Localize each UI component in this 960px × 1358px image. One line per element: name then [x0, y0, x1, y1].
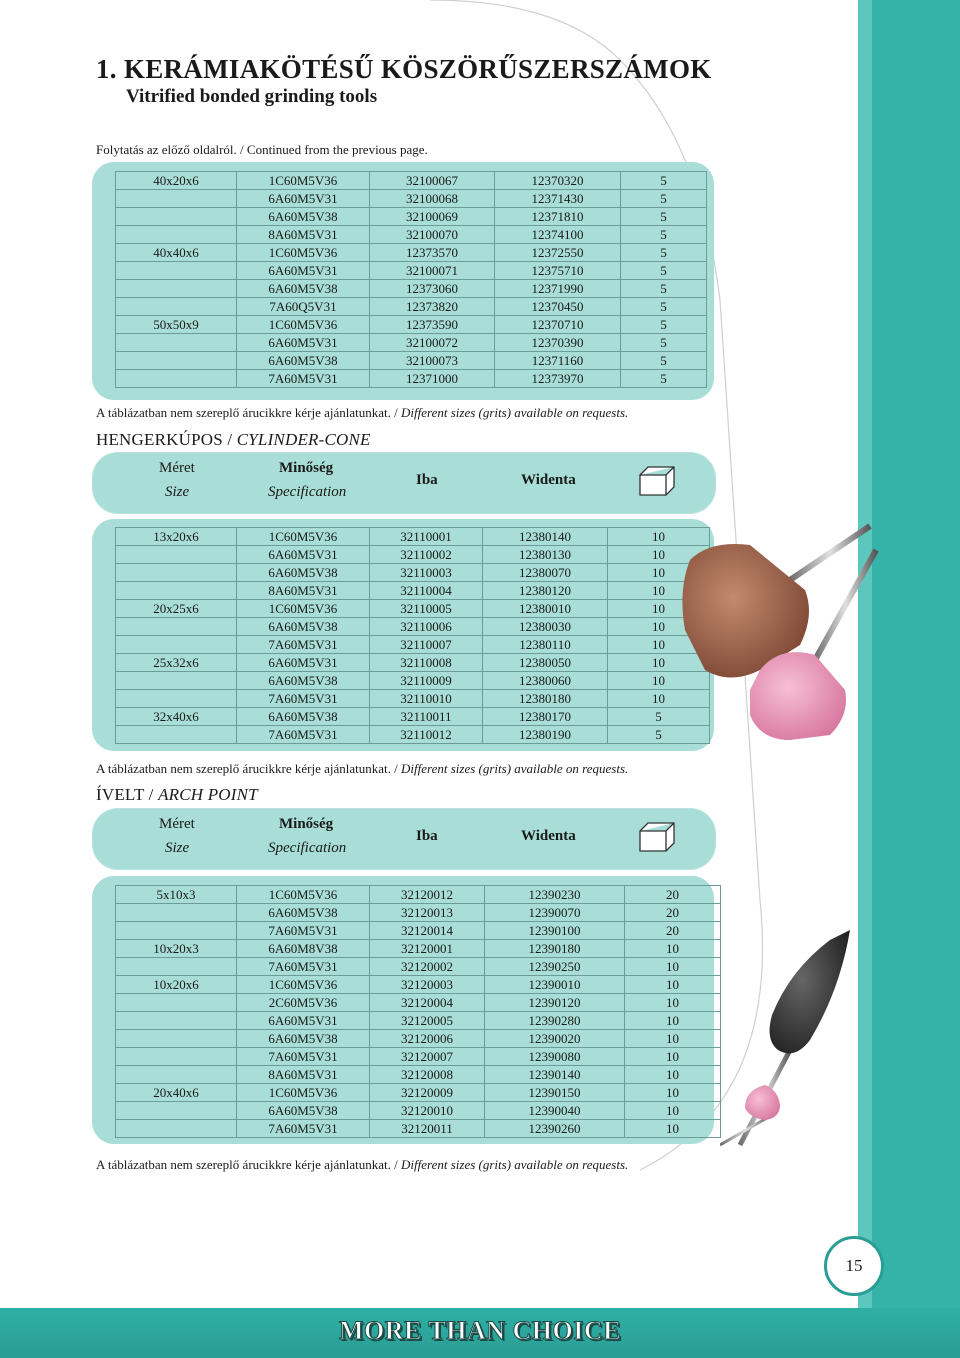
qty-cell: 5: [621, 334, 707, 352]
section2-column-header: [92, 452, 716, 514]
qty-cell: 20: [625, 886, 721, 904]
spec-cell: 6A60M5V38: [237, 1030, 370, 1048]
qty-cell: 10: [625, 1120, 721, 1138]
table1-note-hu: A táblázatban nem szereplő árucikkre kérje ajánlatunkat.: [96, 405, 391, 420]
size-cell: [116, 226, 237, 244]
page-title: 1. KERÁMIAKÖTÉSŰ KÖSZÖRŰSZERSZÁMOK: [96, 54, 712, 84]
qty-cell: 5: [608, 708, 710, 726]
qty-cell: 10: [625, 958, 721, 976]
table-row: [116, 636, 710, 654]
size-cell: [116, 262, 237, 280]
table2-note: A táblázatban nem szereplő árucikkre kérje ajánlatunkat. / Different sizes (grits) available on requests.: [96, 761, 629, 776]
widenta-cell: 12370320: [495, 172, 621, 190]
iba-cell: 32110001: [370, 528, 483, 546]
size-cell: [116, 1012, 237, 1030]
section2-title-hu: HENGERKÚPOS: [96, 430, 223, 449]
table-row: [116, 262, 707, 280]
iba-cell: 12371000: [370, 370, 495, 388]
qty-cell: 5: [621, 298, 707, 316]
spec-cell: 1C60M5V36: [237, 172, 370, 190]
table-row: [116, 298, 707, 316]
spec-cell: 6A60M5V31: [237, 190, 370, 208]
spec-cell: 7A60M5V31: [237, 958, 370, 976]
spec-cell: 7A60M5V31: [237, 726, 370, 744]
widenta-cell: 12371160: [495, 352, 621, 370]
qty-cell: 10: [608, 618, 710, 636]
table-row: [116, 600, 710, 618]
spec-cell: 8A60M5V31: [237, 1066, 370, 1084]
spec-cell: 1C60M5V36: [237, 600, 370, 618]
spec-cell: 7A60M5V31: [237, 636, 370, 654]
iba-cell: 32120003: [370, 976, 485, 994]
widenta-cell: 12390280: [485, 1012, 625, 1030]
table-row: [116, 708, 710, 726]
qty-cell: 10: [608, 672, 710, 690]
iba-cell: 32120002: [370, 958, 485, 976]
table-row: [116, 334, 707, 352]
table-row: [116, 280, 707, 298]
spec-cell: 6A60M5V31: [237, 262, 370, 280]
size-cell: 40x20x6: [116, 172, 237, 190]
table3-note: A táblázatban nem szereplő árucikkre kérje ajánlatunkat. / Different sizes (grits) available on requests.: [96, 1157, 629, 1172]
iba-cell: 32120009: [370, 1084, 485, 1102]
table-row: [116, 618, 710, 636]
spec-cell: 7A60Q5V31: [237, 298, 370, 316]
qty-cell: 10: [625, 1102, 721, 1120]
qty-cell: 5: [621, 370, 707, 388]
spec-cell: 6A60M5V38: [237, 564, 370, 582]
table3-note-en: Different sizes (grits) available on requests.: [401, 1157, 629, 1172]
size-cell: [116, 618, 237, 636]
qty-cell: 20: [625, 904, 721, 922]
table-row: [116, 1120, 721, 1138]
spec-cell: 1C60M5V36: [237, 886, 370, 904]
section2-title-en: CYLINDER-CONE: [236, 430, 371, 449]
size-cell: [116, 208, 237, 226]
col-spec-hu: Minőség: [279, 460, 334, 476]
size-cell: [116, 904, 237, 922]
size-cell: 20x25x6: [116, 600, 237, 618]
size-cell: [116, 726, 237, 744]
table-row: [116, 940, 721, 958]
size-cell: [116, 1120, 237, 1138]
qty-cell: 5: [621, 316, 707, 334]
qty-cell: 5: [608, 726, 710, 744]
col-spec-en: Specification: [268, 840, 347, 856]
qty-cell: 5: [621, 172, 707, 190]
spec-cell: 1C60M5V36: [237, 976, 370, 994]
iba-cell: 32110002: [370, 546, 483, 564]
iba-cell: 32110012: [370, 726, 483, 744]
qty-cell: 10: [608, 582, 710, 600]
spec-cell: 6A60M5V31: [237, 546, 370, 564]
iba-cell: 32110005: [370, 600, 483, 618]
iba-cell: 32100073: [370, 352, 495, 370]
qty-cell: 5: [621, 226, 707, 244]
spec-cell: 6A60M5V31: [237, 1012, 370, 1030]
qty-cell: 10: [625, 940, 721, 958]
qty-cell: 10: [625, 994, 721, 1012]
section3-title-en: ARCH POINT: [158, 785, 258, 804]
table-row: [116, 316, 707, 334]
table3: [115, 885, 721, 1138]
table-row: [116, 672, 710, 690]
table-row: [116, 244, 707, 262]
spec-cell: 1C60M5V36: [237, 1084, 370, 1102]
size-cell: 25x32x6: [116, 654, 237, 672]
table-row: [116, 1048, 721, 1066]
size-cell: [116, 564, 237, 582]
table-row: [116, 226, 707, 244]
qty-cell: 10: [608, 546, 710, 564]
table-row: [116, 654, 710, 672]
size-cell: [116, 922, 237, 940]
size-cell: 5x10x3: [116, 886, 237, 904]
table-row: [116, 1030, 721, 1048]
qty-cell: 20: [625, 922, 721, 940]
iba-cell: 32120011: [370, 1120, 485, 1138]
widenta-cell: 12390010: [485, 976, 625, 994]
page-subtitle: Vitrified bonded grinding tools: [126, 86, 378, 107]
size-cell: [116, 672, 237, 690]
spec-cell: 7A60M5V31: [237, 922, 370, 940]
widenta-cell: 12371430: [495, 190, 621, 208]
widenta-cell: 12390140: [485, 1066, 625, 1084]
qty-cell: 5: [621, 280, 707, 298]
table1: [115, 171, 707, 388]
spec-cell: 8A60M5V31: [237, 582, 370, 600]
size-cell: 50x50x9: [116, 316, 237, 334]
spec-cell: 1C60M5V36: [237, 528, 370, 546]
qty-cell: 10: [608, 528, 710, 546]
col-iba: Iba: [416, 828, 438, 844]
qty-cell: 5: [621, 262, 707, 280]
table2-note-en: Different sizes (grits) available on requests.: [401, 761, 629, 776]
widenta-cell: 12390230: [485, 886, 625, 904]
widenta-cell: 12372550: [495, 244, 621, 262]
widenta-cell: 12380130: [483, 546, 608, 564]
spec-cell: 8A60M5V31: [237, 226, 370, 244]
iba-cell: 12373060: [370, 280, 495, 298]
spec-cell: 6A60M8V38: [237, 940, 370, 958]
iba-cell: 32120004: [370, 994, 485, 1012]
footer-slogan: MORE THAN CHOICE: [339, 1316, 621, 1345]
widenta-cell: 12370710: [495, 316, 621, 334]
widenta-cell: 12373970: [495, 370, 621, 388]
spec-cell: 6A60M5V38: [237, 904, 370, 922]
iba-cell: 12373570: [370, 244, 495, 262]
qty-cell: 10: [608, 654, 710, 672]
iba-cell: 32100067: [370, 172, 495, 190]
qty-cell: 10: [608, 690, 710, 708]
qty-cell: 10: [625, 1084, 721, 1102]
table-row: [116, 994, 721, 1012]
size-cell: 40x40x6: [116, 244, 237, 262]
spec-cell: 6A60M5V38: [237, 352, 370, 370]
size-cell: 13x20x6: [116, 528, 237, 546]
table-row: [116, 690, 710, 708]
qty-cell: 10: [608, 600, 710, 618]
table3-note-hu: A táblázatban nem szereplő árucikkre kérje ajánlatunkat.: [96, 1157, 391, 1172]
table-row: [116, 546, 710, 564]
col-spec-hu: Minőség: [279, 816, 334, 832]
table-row: [116, 1102, 721, 1120]
table2: [115, 527, 710, 744]
size-cell: [116, 1048, 237, 1066]
widenta-cell: 12390260: [485, 1120, 625, 1138]
table-row: [116, 976, 721, 994]
table-row: [116, 528, 710, 546]
widenta-cell: 12380120: [483, 582, 608, 600]
spec-cell: 6A60M5V38: [237, 618, 370, 636]
iba-cell: 32100069: [370, 208, 495, 226]
widenta-cell: 12380010: [483, 600, 608, 618]
table-row: [116, 370, 707, 388]
qty-cell: 5: [621, 244, 707, 262]
qty-cell: 5: [621, 190, 707, 208]
spec-cell: 6A60M5V38: [237, 1102, 370, 1120]
qty-cell: 10: [625, 1012, 721, 1030]
size-cell: [116, 352, 237, 370]
size-cell: [116, 1030, 237, 1048]
widenta-cell: 12380110: [483, 636, 608, 654]
widenta-cell: 12380060: [483, 672, 608, 690]
section3-column-header: [92, 808, 716, 870]
size-cell: 20x40x6: [116, 1084, 237, 1102]
iba-cell: 32100072: [370, 334, 495, 352]
widenta-cell: 12380070: [483, 564, 608, 582]
col-size-en: Size: [165, 840, 190, 856]
package-box-icon: [638, 821, 676, 853]
qty-cell: 10: [608, 564, 710, 582]
qty-cell: 10: [625, 1030, 721, 1048]
spec-cell: 7A60M5V31: [237, 1120, 370, 1138]
widenta-cell: 12380170: [483, 708, 608, 726]
table-row: [116, 1084, 721, 1102]
col-size-hu: Méret: [159, 460, 195, 476]
table-row: [116, 352, 707, 370]
col-size-hu: Méret: [159, 816, 195, 832]
iba-cell: 32120010: [370, 1102, 485, 1120]
size-cell: [116, 1102, 237, 1120]
table1-note-en: Different sizes (grits) available on requests.: [401, 405, 629, 420]
size-cell: 10x20x3: [116, 940, 237, 958]
spec-cell: 2C60M5V36: [237, 994, 370, 1012]
size-cell: [116, 994, 237, 1012]
widenta-cell: 12390180: [485, 940, 625, 958]
size-cell: [116, 582, 237, 600]
iba-cell: 32100070: [370, 226, 495, 244]
iba-cell: 32110010: [370, 690, 483, 708]
iba-cell: 32120013: [370, 904, 485, 922]
size-cell: [116, 690, 237, 708]
spec-cell: 6A60M5V31: [237, 334, 370, 352]
size-cell: [116, 280, 237, 298]
spec-cell: 1C60M5V36: [237, 316, 370, 334]
widenta-cell: 12390250: [485, 958, 625, 976]
page-number: 15: [824, 1236, 884, 1296]
size-cell: [116, 636, 237, 654]
iba-cell: 32100068: [370, 190, 495, 208]
table-row: [116, 208, 707, 226]
col-widenta: Widenta: [521, 828, 576, 844]
spec-cell: 6A60M5V38: [237, 280, 370, 298]
table-row: [116, 886, 721, 904]
spec-cell: 6A60M5V38: [237, 708, 370, 726]
widenta-cell: 12390070: [485, 904, 625, 922]
iba-cell: 32110004: [370, 582, 483, 600]
package-box-icon: [638, 465, 676, 497]
iba-cell: 32120008: [370, 1066, 485, 1084]
table-row: [116, 958, 721, 976]
widenta-cell: 12380190: [483, 726, 608, 744]
col-spec-en: Specification: [268, 484, 347, 500]
size-cell: [116, 1066, 237, 1084]
qty-cell: 5: [621, 208, 707, 226]
table-row: [116, 172, 707, 190]
iba-cell: 32120001: [370, 940, 485, 958]
cylinder-cone-grinding-points-image: [640, 520, 880, 760]
section3-title-hu: ÍVELT: [96, 785, 145, 804]
table-row: [116, 564, 710, 582]
qty-cell: 10: [608, 636, 710, 654]
widenta-cell: 12390080: [485, 1048, 625, 1066]
table-row: [116, 1012, 721, 1030]
widenta-cell: 12375710: [495, 262, 621, 280]
iba-cell: 32120012: [370, 886, 485, 904]
table1-note: A táblázatban nem szereplő árucikkre kérje ajánlatunkat. / Different sizes (grits) available on requests.: [96, 405, 629, 420]
widenta-cell: 12380050: [483, 654, 608, 672]
table-row: [116, 904, 721, 922]
widenta-cell: 12370390: [495, 334, 621, 352]
spec-cell: 6A60M5V38: [237, 672, 370, 690]
iba-cell: 32110008: [370, 654, 483, 672]
widenta-cell: 12380030: [483, 618, 608, 636]
iba-cell: 12373820: [370, 298, 495, 316]
iba-cell: 32110007: [370, 636, 483, 654]
section2-heading: HENGERKÚPOS / CYLINDER-CONE: [96, 430, 371, 449]
iba-cell: 32100071: [370, 262, 495, 280]
widenta-cell: 12380180: [483, 690, 608, 708]
section3-heading: ÍVELT / ARCH POINT: [96, 785, 258, 804]
widenta-cell: 12371810: [495, 208, 621, 226]
spec-cell: 1C60M5V36: [237, 244, 370, 262]
widenta-cell: 12370450: [495, 298, 621, 316]
iba-cell: 12373590: [370, 316, 495, 334]
widenta-cell: 12390100: [485, 922, 625, 940]
size-cell: [116, 298, 237, 316]
iba-cell: 32110003: [370, 564, 483, 582]
table-row: [116, 190, 707, 208]
continued-note: Folytatás az előző oldalról. / Continued from the previous page.: [96, 142, 428, 157]
spec-cell: 6A60M5V31: [237, 654, 370, 672]
arch-point-grinding-points-image: [720, 930, 860, 1150]
widenta-cell: 12390120: [485, 994, 625, 1012]
widenta-cell: 12380140: [483, 528, 608, 546]
widenta-cell: 12390150: [485, 1084, 625, 1102]
size-cell: [116, 190, 237, 208]
iba-cell: 32120014: [370, 922, 485, 940]
table-row: [116, 922, 721, 940]
iba-cell: 32110006: [370, 618, 483, 636]
iba-cell: 32120005: [370, 1012, 485, 1030]
iba-cell: 32110009: [370, 672, 483, 690]
table2-note-hu: A táblázatban nem szereplő árucikkre kérje ajánlatunkat.: [96, 761, 391, 776]
size-cell: [116, 958, 237, 976]
iba-cell: 32110011: [370, 708, 483, 726]
size-cell: [116, 546, 237, 564]
spec-cell: 7A60M5V31: [237, 690, 370, 708]
widenta-cell: 12390020: [485, 1030, 625, 1048]
size-cell: 10x20x6: [116, 976, 237, 994]
spec-cell: 7A60M5V31: [237, 370, 370, 388]
widenta-cell: 12390040: [485, 1102, 625, 1120]
qty-cell: 10: [625, 976, 721, 994]
qty-cell: 10: [625, 1066, 721, 1084]
qty-cell: 10: [625, 1048, 721, 1066]
iba-cell: 32120006: [370, 1030, 485, 1048]
table-row: [116, 1066, 721, 1084]
qty-cell: 5: [621, 352, 707, 370]
spec-cell: 6A60M5V38: [237, 208, 370, 226]
widenta-cell: 12374100: [495, 226, 621, 244]
col-widenta: Widenta: [521, 472, 576, 488]
iba-cell: 32120007: [370, 1048, 485, 1066]
table-row: [116, 582, 710, 600]
size-cell: [116, 370, 237, 388]
size-cell: 32x40x6: [116, 708, 237, 726]
table-row: [116, 726, 710, 744]
widenta-cell: 12371990: [495, 280, 621, 298]
col-iba: Iba: [416, 472, 438, 488]
size-cell: [116, 334, 237, 352]
spec-cell: 7A60M5V31: [237, 1048, 370, 1066]
col-size-en: Size: [165, 484, 190, 500]
